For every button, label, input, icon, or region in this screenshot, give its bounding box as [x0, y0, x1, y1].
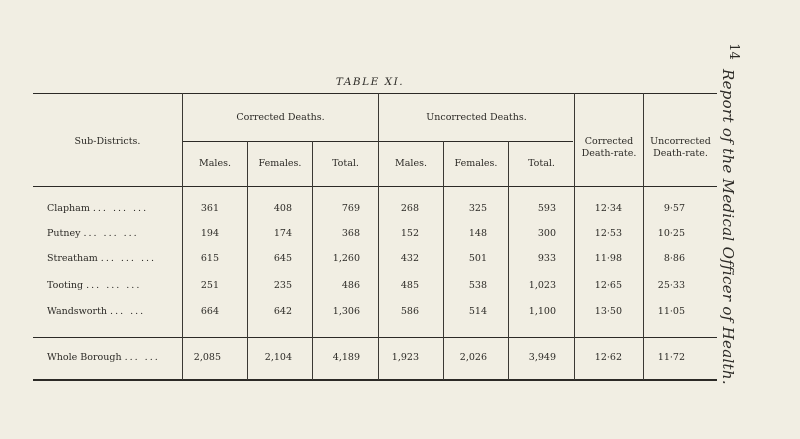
cell-corrected-females: 2,104	[264, 352, 292, 363]
cell-uncorrected-total: 933	[537, 253, 556, 264]
cell-corrected-total: 4,189	[332, 352, 360, 363]
cell-uncorrected-total: 1,023	[528, 280, 556, 291]
cell-corrected-rate: 12·65	[594, 280, 622, 291]
cell-uncorrected-males: 152	[400, 228, 419, 239]
cell-uncorrected-males: 1,923	[391, 352, 419, 363]
header-sub-districts: Sub-Districts.	[74, 136, 141, 147]
cell-corrected-rate: 12·62	[594, 352, 622, 363]
cell-corrected-total: 486	[341, 280, 360, 291]
header-uncorrected-total: Total.	[528, 158, 555, 169]
total-top-rule	[33, 337, 717, 338]
cell-uncorrected-females: 514	[468, 306, 487, 317]
cell-uncorrected-rate: 11·72	[657, 352, 685, 363]
cell-uncorrected-females: 325	[468, 203, 487, 214]
cell-corrected-rate: 11·98	[594, 253, 622, 264]
header-uncorrected-deaths: Uncorrected Deaths.	[426, 112, 527, 123]
header-corrected-total: Total.	[332, 158, 359, 169]
header-corrected-females: Females.	[258, 158, 302, 169]
cell-uncorrected-males: 268	[400, 203, 419, 214]
cell-uncorrected-males: 432	[400, 253, 419, 264]
cell-uncorrected-total: 300	[537, 228, 556, 239]
cell-uncorrected-females: 148	[468, 228, 487, 239]
header-uncorrected-males: Males.	[395, 158, 427, 169]
cell-corrected-females: 408	[273, 203, 292, 214]
cell-corrected-rate: 12·53	[594, 228, 622, 239]
table-top-rule	[33, 93, 717, 94]
row-label: Putney ... ... ...	[47, 228, 139, 239]
cell-uncorrected-total: 3,949	[528, 352, 556, 363]
page-number: 14	[726, 43, 742, 60]
cell-corrected-females: 174	[273, 228, 292, 239]
cell-corrected-females: 235	[273, 280, 292, 291]
cell-uncorrected-females: 501	[468, 253, 487, 264]
cell-corrected-total: 368	[341, 228, 360, 239]
cell-uncorrected-total: 1,100	[528, 306, 556, 317]
header-corrected-rate: Corrected Death-rate.	[581, 136, 637, 159]
cell-uncorrected-females: 2,026	[459, 352, 487, 363]
table-title: TABLE XI.	[335, 76, 405, 88]
header-uncorrected-rate: Uncorrected Death-rate.	[650, 136, 711, 159]
row-label: Whole Borough ... ...	[47, 352, 160, 363]
running-head: Report of the Medical Officer of Health.	[719, 69, 737, 385]
header-corrected-males: Males.	[199, 158, 231, 169]
cell-uncorrected-rate: 9·57	[663, 203, 685, 214]
cell-corrected-total: 1,260	[332, 253, 360, 264]
header-corrected-deaths: Corrected Deaths.	[236, 112, 325, 123]
cell-corrected-rate: 13·50	[594, 306, 622, 317]
cell-uncorrected-rate: 11·05	[657, 306, 685, 317]
row-label: Clapham ... ... ...	[47, 203, 149, 214]
cell-corrected-rate: 12·34	[594, 203, 622, 214]
cell-corrected-females: 645	[273, 253, 292, 264]
cell-corrected-males: 664	[200, 306, 219, 317]
cell-corrected-males: 251	[200, 280, 219, 291]
cell-uncorrected-total: 593	[537, 203, 556, 214]
cell-corrected-males: 194	[200, 228, 219, 239]
cell-corrected-males: 615	[200, 253, 219, 264]
header-uncorrected-females: Females.	[454, 158, 498, 169]
cell-uncorrected-rate: 10·25	[657, 228, 685, 239]
row-label: Tooting ... ... ...	[47, 280, 142, 291]
cell-uncorrected-rate: 25·33	[657, 280, 685, 291]
table-bottom-rule	[33, 379, 717, 381]
cell-uncorrected-males: 485	[400, 280, 419, 291]
cell-corrected-total: 769	[341, 203, 360, 214]
cell-corrected-females: 642	[273, 306, 292, 317]
cell-corrected-total: 1,306	[332, 306, 360, 317]
cell-uncorrected-rate: 8·86	[663, 253, 685, 264]
cell-uncorrected-females: 538	[468, 280, 487, 291]
row-label: Wandsworth ... ...	[47, 306, 146, 317]
cell-corrected-males: 361	[200, 203, 219, 214]
row-label: Streatham ... ... ...	[47, 253, 157, 264]
header-bottom-rule	[33, 186, 717, 187]
cell-uncorrected-males: 586	[400, 306, 419, 317]
cell-corrected-males: 2,085	[193, 352, 221, 363]
